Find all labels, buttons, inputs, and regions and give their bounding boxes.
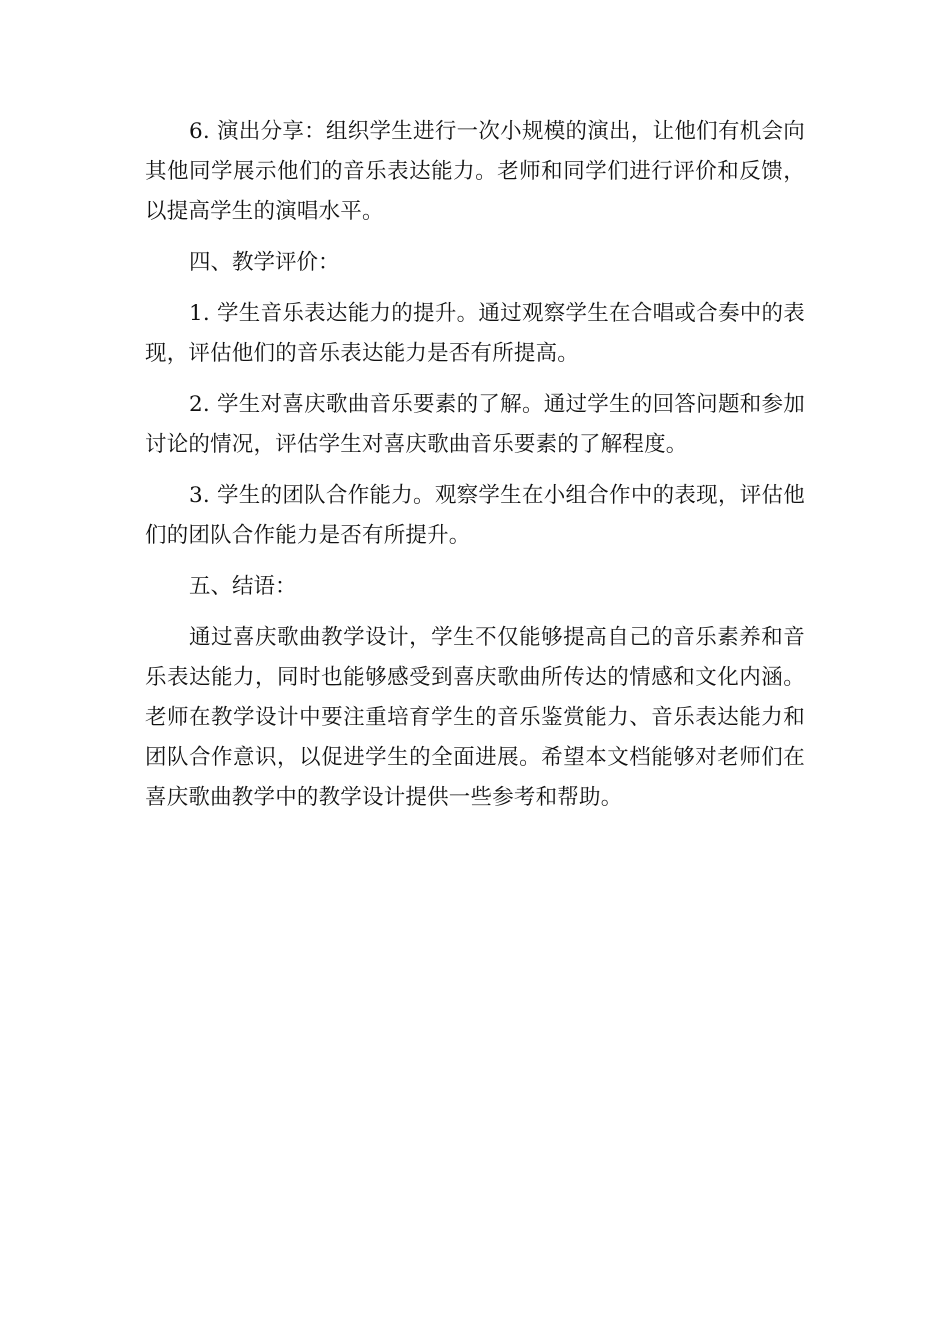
conclusion-paragraph: 通过喜庆歌曲教学设计，学生不仅能够提高自己的音乐素养和音乐表达能力，同时也能够感受到喜庆歌曲所传达的情感和文化内涵。老师在教学设计中要注重培育学生的音乐鉴赏能力、音乐表达能力和团队合作意识，以促进学生的全面进展。希望本文档能够对老师们在喜庆歌曲教学中的教学设计提供一些参考和帮助。 <box>145 625 805 810</box>
eval-item-1: 1. 学生音乐表达能力的提升。通过观察学生在合唱或合奏中的表现，评估他们的音乐表达能力是否有所提高。 <box>145 301 805 366</box>
section-5-heading: 五、结语： <box>189 574 297 599</box>
item-6-performance-sharing: 6. 演出分享：组织学生进行一次小规模的演出，让他们有机会向其他同学展示他们的音乐表达能力。老师和同学们进行评价和反馈，以提高学生的演唱水平。 <box>145 119 805 224</box>
eval-item-2: 2. 学生对喜庆歌曲音乐要素的了解。通过学生的回答问题和参加讨论的情况，评估学生对喜庆歌曲音乐要素的了解程度。 <box>145 392 805 457</box>
eval-item-3: 3. 学生的团队合作能力。观察学生在小组合作中的表现，评估他们的团队合作能力是否有所提升。 <box>145 483 805 548</box>
document-body <box>145 112 805 829</box>
section-4-heading: 四、教学评价： <box>189 250 340 275</box>
